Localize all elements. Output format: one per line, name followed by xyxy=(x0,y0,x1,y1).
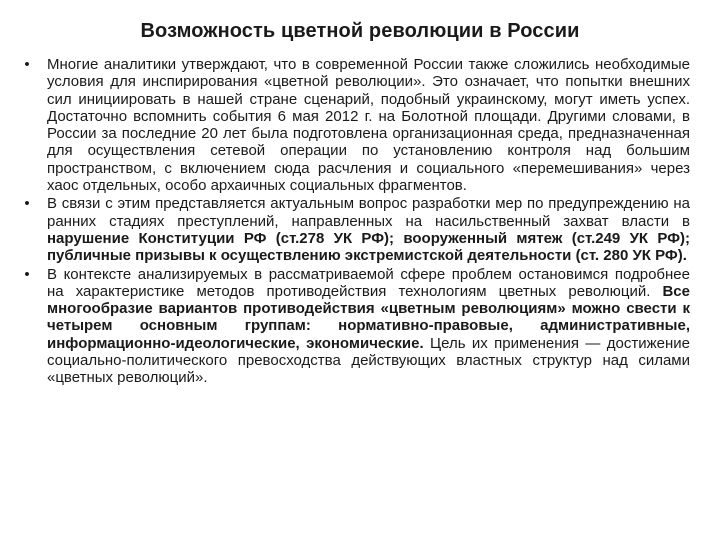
slide-title: Возможность цветной революции в России xyxy=(140,20,580,42)
bullet-text: В контексте анализируемых в рассматриваемой сфере проблем остановимся подробнее на характеристике методов противодействия технологиям цветных революций. xyxy=(47,265,690,300)
bullet-item xyxy=(20,195,690,264)
bullet-text-bold: нарушение Конституции РФ (ст.278 УК РФ); вооруженный мятеж (ст.249 УК РФ); публичные призывы к осуществлению экстремистской деятельности (ст. 280 УК РФ). xyxy=(47,229,690,265)
bullet-text-bold: Все многообразие вариантов противодействия «цветным революциям» можно свести к четырем основным группам: нормативно-правовые, административные, информационно-идеологические, экономические. xyxy=(47,282,690,352)
bullet-dot-icon: • xyxy=(24,56,30,73)
bullet-text: Многие аналитики утверждают, что в современной России также сложились необходимые условия для инспирирования «цветной революции». Это означает, что попытки внешних сил инициировать в нашей стране сценарий, подобный украинскому, могут иметь успех. Достаточно вспомнить события 6 мая 2012 г. на Болотной площади. Другими словами, в России за последние 20 лет была подготовлена организационная среда, предназначенная для осуществления сетевой операции по установлению контроля над большим пространством, с включением сюда расчления и социального «перемешивания» через хаос отдельных, особо архаичных социальных фрагментов. xyxy=(47,56,690,195)
bullet-text: Цель их применения — достижение социально-политического превосходства действующих властных структур над силами «цветных революций». xyxy=(47,334,691,387)
bullet-dot-icon: • xyxy=(24,265,30,283)
bullet-item xyxy=(20,56,690,194)
bullet-list xyxy=(20,56,690,388)
bullet-item xyxy=(20,266,690,387)
bullet-text: В связи с этим представляется актуальным вопрос разработки мер по предупреждению на ранних стадиях преступлений, направленных на насильственный захват власти в xyxy=(47,195,690,230)
bullet-dot-icon: • xyxy=(24,195,30,213)
